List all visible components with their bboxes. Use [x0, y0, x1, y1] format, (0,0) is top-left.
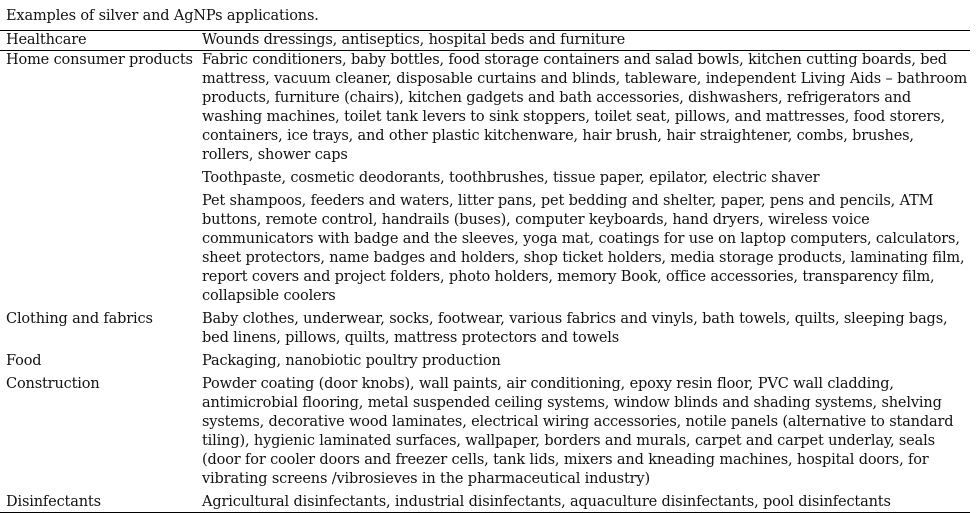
table-caption: Examples of silver and AgNPs applications. [6, 8, 319, 24]
category-cell: Home consumer products [6, 52, 193, 68]
applications-text: Powder coating (door knobs), wall paints, air conditioning, epoxy resin floor, PVC wall cladding, antimicrobial flooring, metal suspended ceiling systems, window blinds and shading systems, shelving systems, decorative wood laminates, electrical wiring accessories, notile panels (alternative to standard tiling), hygienic laminated surfaces, wallpaper, borders and murals, carpet and carpet underlay, seals (door for cooler doors and freezer cells, tank lids, mixers and kneading machines, hospital doors, for vibrating screens /vibrosieves in the pharmaceutical industry) [202, 376, 954, 487]
table-row [0, 489, 970, 513]
applications-cell [202, 371, 970, 489]
category-cell: Disinfectants [6, 494, 101, 510]
applications-cell [202, 51, 970, 307]
category-cell: Food [6, 353, 42, 369]
table-row [0, 306, 970, 348]
table-row [0, 371, 970, 489]
applications-cell: Wounds dressings, antiseptics, hospital beds and furniture [202, 32, 626, 48]
table-row [0, 348, 970, 371]
applications-text: Baby clothes, underwear, socks, footwear, various fabrics and vinyls, bath towels, quilts, sleeping bags, bed linens, pillows, quilts, mattress protectors and towels [202, 311, 948, 346]
applications-cell [202, 306, 970, 348]
category-cell: Clothing and fabrics [6, 311, 153, 327]
applications-text: Pet shampoos, feeders and waters, litter pans, pet bedding and shelter, paper, pens and pencils, ATM buttons, remote control, handrails (buses), computer keyboards, hand dryers, wireless voice communicators with badge and the sleeves, yoga mat, coatings for use on laptop computers, calculators, sheet protectors, name badges and holders, shop ticket holders, media storage products, laminating film, report covers and project folders, photo holders, memory Book, office accessories, transparency film, collapsible coolers [202, 193, 965, 304]
applications-text: Packaging, nanobiotic poultry production [202, 353, 501, 369]
applications-cell [202, 348, 970, 371]
category-cell: Healthcare [6, 32, 87, 48]
table-row [0, 51, 970, 307]
category-cell: Construction [6, 376, 100, 392]
applications-text: Agricultural disinfectants, industrial disinfectants, aquaculture disinfectants, pool disinfectants [202, 494, 891, 510]
table-row [0, 31, 970, 51]
applications-text: Fabric conditioners, baby bottles, food storage containers and salad bowls, kitchen cutting boards, bed mattress, vacuum cleaner, disposable curtains and blinds, tableware, independent Living Aids – bathroom products, furniture (chairs), kitchen gadgets and bath accessories, dishwashers, refrigerators and washing machines, toilet tank levers to sink stoppers, toilet seat, pillows, and mattresses, food storers, containers, ice trays, and other plastic kitchenware, hair brush, hair straightener, combs, brushes, rollers, shower caps [202, 52, 968, 163]
applications-text: Toothpaste, cosmetic deodorants, toothbrushes, tissue paper, epilator, electric shaver [202, 170, 820, 186]
applications-cell [202, 489, 970, 513]
applications-table [0, 30, 970, 513]
